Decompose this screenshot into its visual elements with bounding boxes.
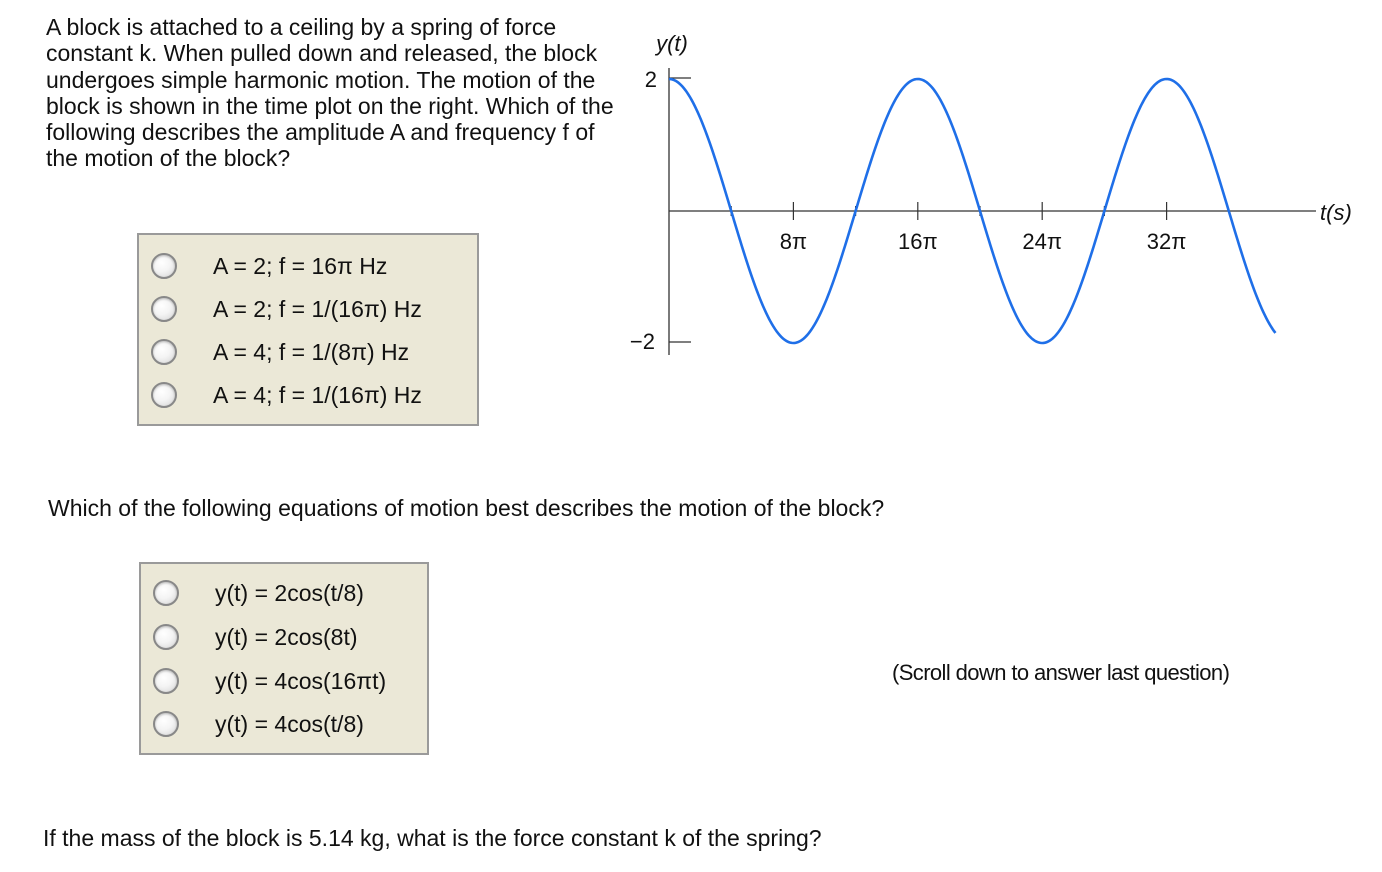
radio-button[interactable] [153,624,179,650]
option-label: A = 4; f = 1/(8π) Hz [213,338,410,365]
radio-button[interactable] [151,253,177,279]
option-label: y(t) = 2cos(8t) [215,623,358,650]
y-tick-label-bottom: −2 [629,329,655,354]
q1-option-4[interactable] [151,377,422,413]
x-tick-label: 16π [897,229,938,254]
x-tick-label: 24π [1022,229,1063,254]
displacement-time-plot [600,20,1370,380]
question-2-options [139,562,429,755]
q2-option-2[interactable] [153,619,358,655]
y-axis-label: y(t) [656,31,688,56]
y-tick-label-top: 2 [644,67,657,92]
q1-option-3[interactable] [151,334,409,370]
option-label: A = 2; f = 1/(16π) Hz [213,295,422,322]
radio-button[interactable] [151,382,177,408]
question-3-text: If the mass of the block is 5.14 kg, what is the force constant k of the spring? [43,825,822,851]
option-label: y(t) = 4cos(t/8) [215,710,364,737]
option-label: y(t) = 2cos(t/8) [215,579,364,606]
q1-option-2[interactable] [151,291,422,327]
scroll-note: (Scroll down to answer last question) [892,660,1230,685]
radio-button[interactable] [153,711,179,737]
x-axis-label: t(s) [1320,200,1352,225]
q2-option-4[interactable] [153,706,364,742]
question-1-options [137,233,479,426]
radio-button[interactable] [153,580,179,606]
question-2-text: Which of the following equations of motion best describes the motion of the block? [48,495,885,521]
radio-button[interactable] [151,339,177,365]
option-label: A = 2; f = 16π Hz [213,252,388,279]
q2-option-3[interactable] [153,663,386,699]
x-ticks [731,202,1186,254]
option-label: y(t) = 4cos(16πt) [215,667,387,694]
q2-option-1[interactable] [153,575,364,611]
option-label: A = 4; f = 1/(16π) Hz [213,381,422,408]
x-tick-label: 32π [1146,229,1187,254]
radio-button[interactable] [151,296,177,322]
question-1-text: A block is attached to a ceiling by a spring of force constant k. When pulled down and released, the block undergoes simple harmonic motion. The motion of the block is shown in the time plot on the right. Which of the following describes the amplitude A and frequency f of the motion of the block? [46,14,614,172]
q1-option-1[interactable] [151,248,387,284]
radio-button[interactable] [153,668,179,694]
x-tick-label: 8π [779,229,808,254]
